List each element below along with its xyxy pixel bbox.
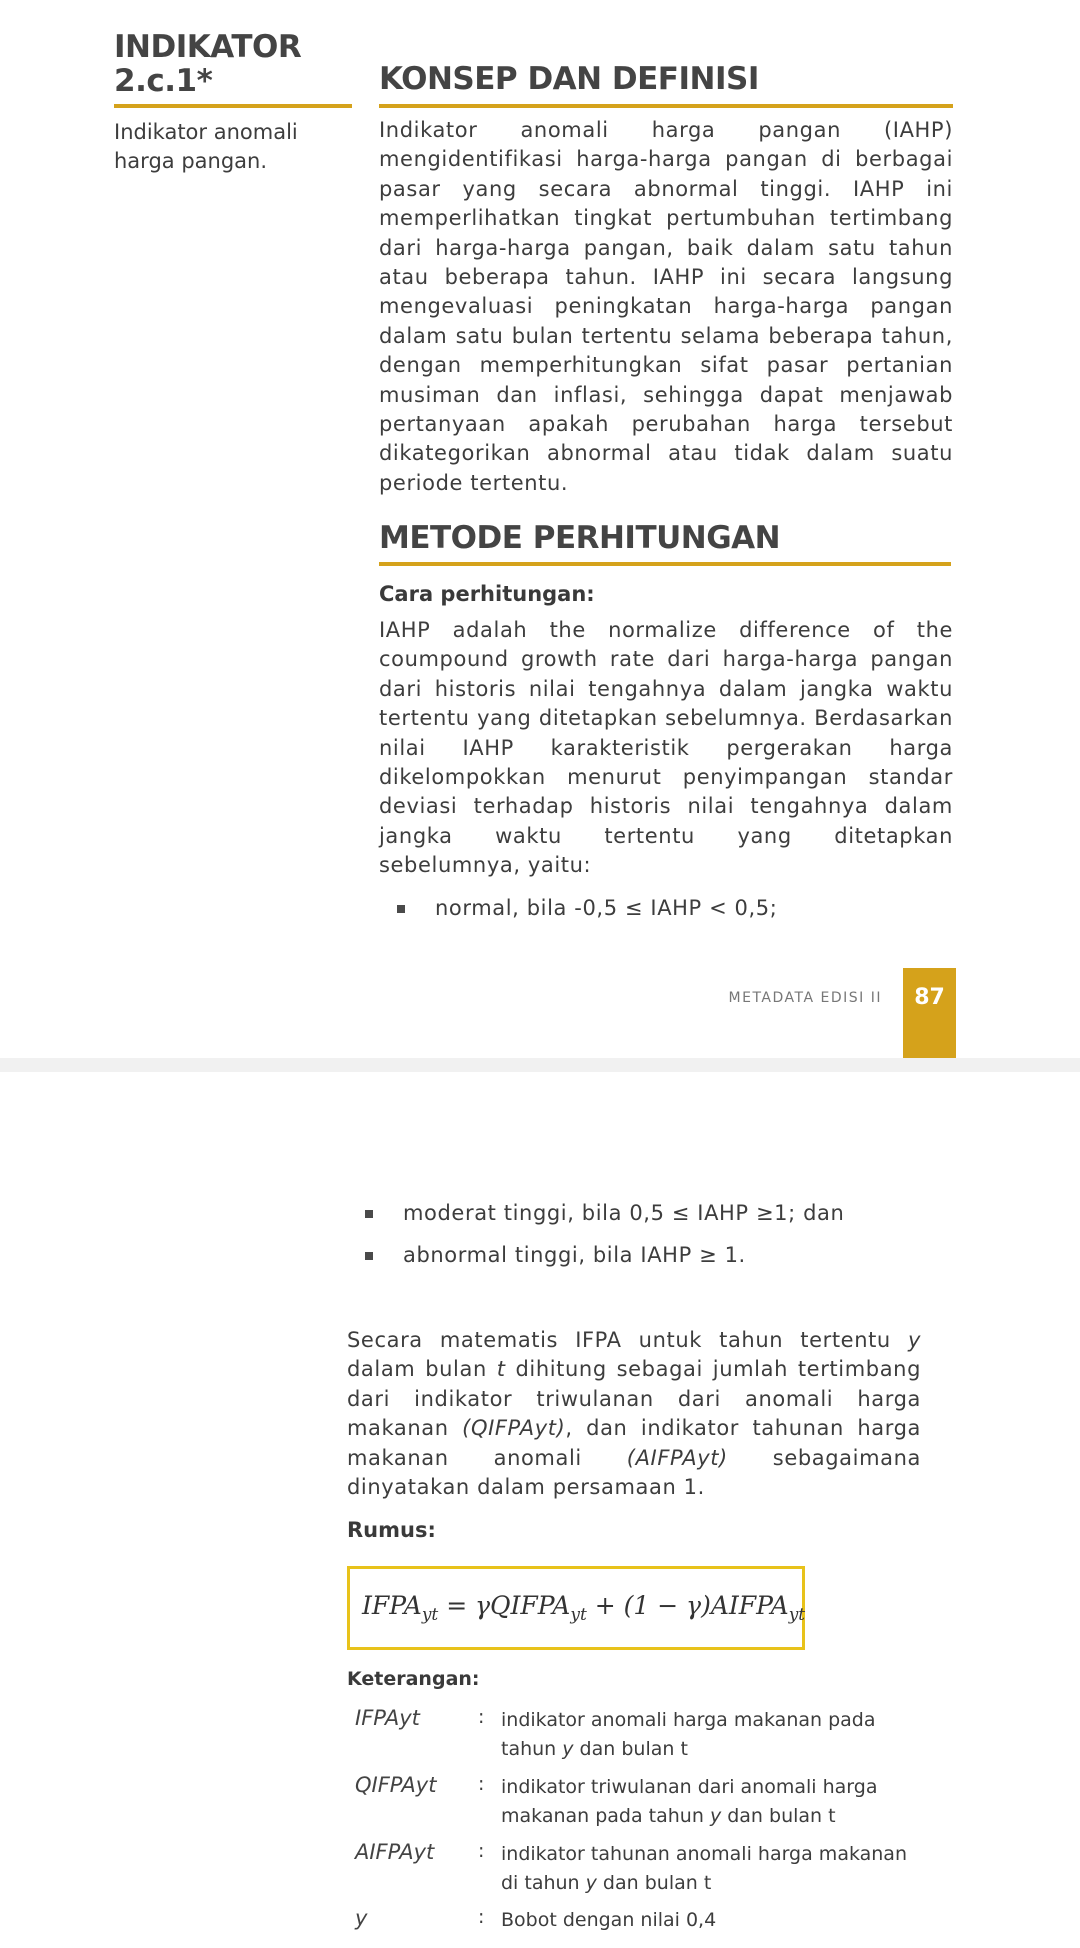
page-separator — [0, 1058, 1080, 1072]
list-item: abnormal tinggi, bila IAHP ≥ 1. — [347, 1242, 921, 1268]
method-subheading: Cara perhitungan: — [379, 582, 595, 606]
indicator-title — [114, 30, 301, 98]
legend-definition: Bobot dengan nilai 0,4 — [501, 1909, 717, 1931]
concept-divider — [379, 104, 953, 108]
method-heading: METODE PERHITUNGAN — [379, 520, 781, 556]
method-paragraph: IAHP adalah the normalize difference of the coumpound growth rate dari harga-harga pangan dari historis nilai tengahnya dalam jangka waktu tertentu yang ditetapkan sebelumnya. Berdasarkan nilai IAHP karakteristik pergerakan harga dikelompokkan menurut penyimpangan standar deviasi terhadap historis nilai tengahnya dalam jangka waktu tertentu yang ditetapkan sebelumnya, yaitu: — [379, 618, 953, 878]
indicator-code: 2.c.1* — [114, 63, 213, 99]
page-number: 87 — [903, 968, 956, 1058]
bullet-square-icon — [397, 905, 405, 913]
legend-symbol: y — [355, 1906, 368, 1930]
legend-symbol: IFPAyt — [355, 1706, 420, 1730]
legend-definition: indikator anomali harga makanan pada tahun y dan bulan t — [501, 1709, 876, 1760]
category-list-page1 — [379, 895, 953, 937]
bullet-square-icon — [365, 1252, 373, 1260]
list-item: normal, bila -0,5 ≤ IAHP < 0,5; — [379, 895, 953, 921]
footer-label: METADATA EDISI II — [728, 990, 882, 1006]
indicator-divider — [114, 104, 352, 108]
legend-label: Keterangan: — [347, 1668, 480, 1690]
legend-definition: indikator tahunan anomali harga makanan di tahun y dan bulan t — [501, 1843, 907, 1894]
formula-label: Rumus: — [347, 1518, 436, 1542]
formula-box — [347, 1566, 805, 1650]
ifpa-paragraph: Secara matematis IFPA untuk tahun tertentu y dalam bulan t dihitung sebagai jumlah tertimbang dari indikator triwulanan dari anomali harga makanan (QIFPAyt), dan indikator tahunan harga makanan anomali (AIFPAyt) sebagaimana dinyatakan dalam persamaan 1. — [347, 1328, 921, 1500]
ifpa-formula: $IFPA_{yt}$ = γQIFPA$_{yt}$ + $(1 - \gamma)AIFPA_{yt}$ — [362, 1591, 806, 1625]
legend-symbol: QIFPAyt — [355, 1773, 437, 1797]
method-divider — [379, 562, 951, 566]
category-list-page2 — [347, 1200, 921, 1284]
concept-paragraph: Indikator anomali harga pangan (IAHP) mengidentifikasi harga-harga pangan di berbagai pasar yang secara abnormal tinggi. IAHP ini memperlihatkan tingkat pertumbuhan tertimbang dari harga-harga pangan, baik dalam satu tahun atau beberapa tahun. IAHP ini secara langsung mengevaluasi peningkatan harga-harga pangan dalam satu bulan tertentu selama beberapa tahun, dengan memperhitungkan sifat pasar pertanian musiman dan inflasi, sehingga dapat menjawab pertanyaan apakah perubahan harga tersebut dikategorikan abnormal atau tidak dalam suatu periode tertentu. — [379, 118, 953, 495]
indicator-title-line1: INDIKATOR — [114, 29, 302, 65]
concept-heading: KONSEP DAN DEFINISI — [379, 61, 759, 97]
indicator-description: Indikator anomali harga pangan. — [114, 120, 298, 173]
legend-symbol: AIFPAyt — [355, 1840, 435, 1864]
list-item: moderat tinggi, bila 0,5 ≤ IAHP ≥1; dan — [347, 1200, 921, 1226]
bullet-square-icon — [365, 1210, 373, 1218]
legend-definition: indikator triwulanan dari anomali harga makanan pada tahun y dan bulan t — [501, 1776, 878, 1827]
